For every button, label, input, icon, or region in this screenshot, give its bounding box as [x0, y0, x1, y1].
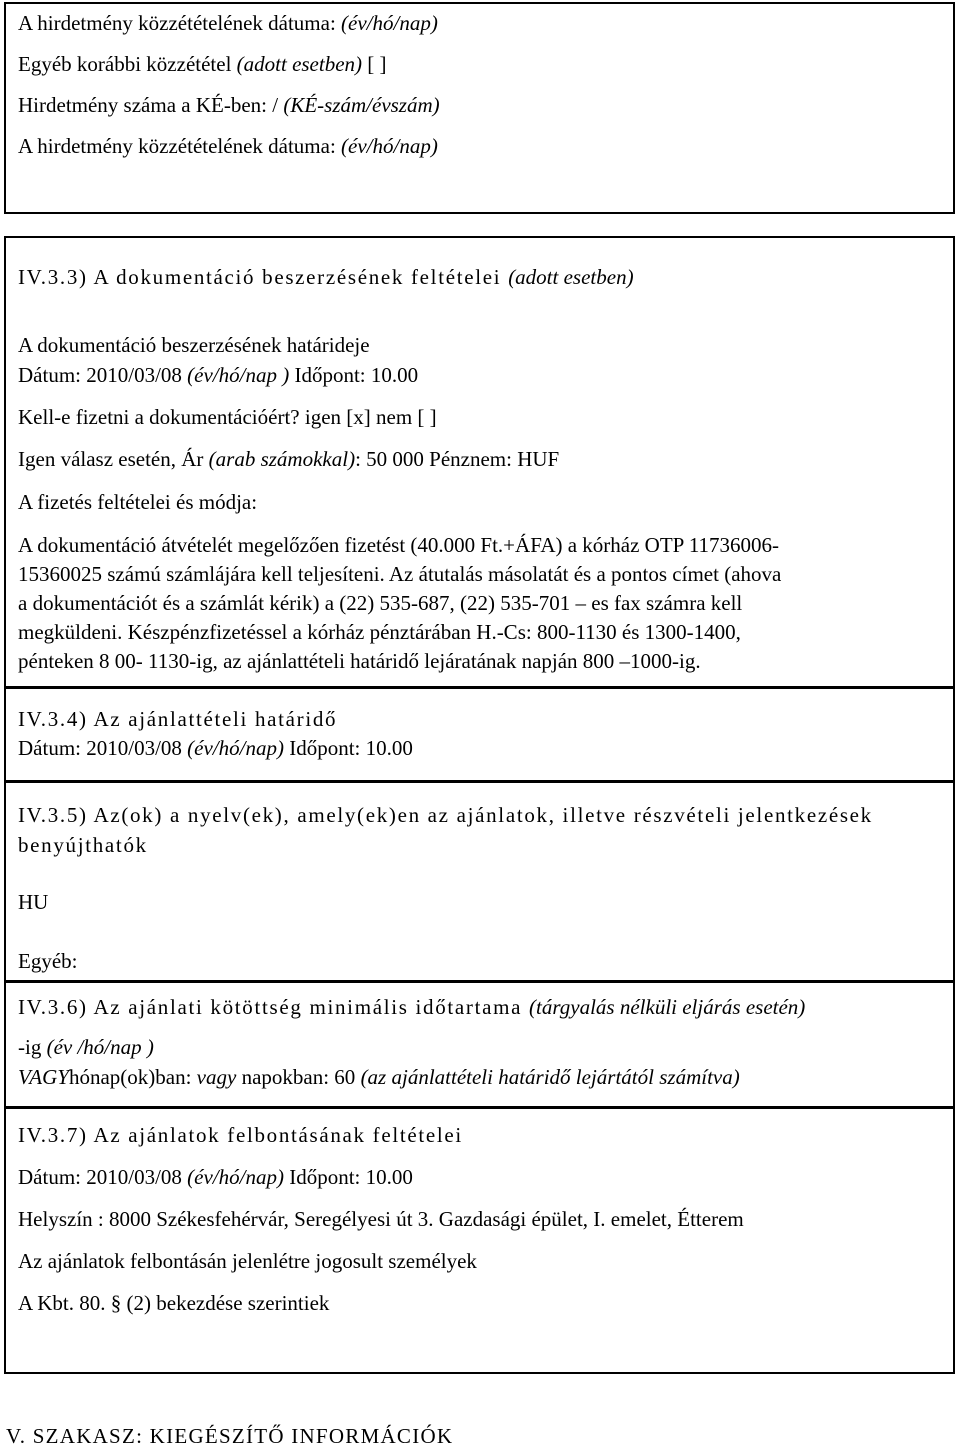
section-iv3-box: [4, 236, 955, 1374]
doc-deadline-label: A dokumentáció beszerzésének határideje: [18, 333, 370, 357]
section-iv36-heading: IV.3.6) Az ajánlati kötöttség minimális időtartama (tárgyalás nélküli eljárás esetén): [18, 995, 806, 1019]
section-divider: [6, 980, 953, 983]
section-iv35-heading-cont: benyújthatók: [18, 833, 148, 857]
payment-terms-line-2: 15360025 számú számlájára kell teljesíteni. Az átutalás másolatát és a pontos címet (ahova: [18, 562, 782, 586]
payment-terms-line-5: pénteken 8 00- 1130-ig, az ajánlattételi határidő lejáratának napján 800 –1000-ig.: [18, 649, 701, 673]
payment-terms-line-1: A dokumentáció átvételét megelőzően fizetést (40.000 Ft.+ÁFA) a kórház OTP 11736006-: [18, 533, 780, 557]
section-divider: [6, 780, 953, 783]
price-line: Igen válasz esetén, Ár (arab számokkal): 50 000 Pénznem: HUF: [18, 447, 560, 471]
opening-date: Dátum: 2010/03/08 (év/hó/nap) Időpont: 10.00: [18, 1165, 413, 1189]
doc-deadline-date: Dátum: 2010/03/08 (év/hó/nap ) Időpont: 10.00: [18, 363, 419, 387]
section-iv35-heading: IV.3.5) Az(ok) a nyelv(ek), amely(ek)en az ajánlatok, illetve részvételi jelentkezések: [18, 803, 873, 827]
validity-period-line: VAGYhónap(ok)ban: vagy napokban: 60 (az ajánlattételi határidő lejártától számítva): [18, 1065, 740, 1089]
section-iv34-heading: IV.3.4) Az ajánlattételi határidő: [18, 707, 338, 731]
payment-question: Kell-e fizetni a dokumentációért? igen [x] nem [ ]: [18, 405, 437, 429]
payment-terms-line-4: megküldeni. Készpénzfizetéssel a kórház pénztárában H.-Cs: 800-1130 és 1300-1400,: [18, 620, 741, 644]
publication-date-line-2: A hirdetmény közzétételének dátuma: (év/hó/nap): [18, 134, 438, 158]
other-language-label: Egyéb:: [18, 949, 78, 973]
tender-deadline-date: Dátum: 2010/03/08 (év/hó/nap) Időpont: 10.00: [18, 736, 413, 760]
section-iv37-heading: IV.3.7) Az ajánlatok felbontásának feltételei: [18, 1123, 463, 1147]
payment-terms-label: A fizetés feltételei és módja:: [18, 490, 258, 514]
opening-location: Helyszín : 8000 Székesfehérvár, Seregélyesi út 3. Gazdasági épület, I. emelet, Étterem: [18, 1207, 744, 1231]
section-divider: [6, 1106, 953, 1109]
publication-box: [4, 2, 955, 214]
section-divider: [6, 686, 953, 689]
opening-persons-label: Az ajánlatok felbontásán jelenlétre jogosult személyek: [18, 1249, 477, 1273]
publication-date-line: A hirdetmény közzétételének dátuma: (év/hó/nap): [18, 11, 438, 35]
notice-number-line: Hirdetmény száma a KÉ-ben: / (KÉ-szám/évszám): [18, 93, 440, 117]
section-iv33-heading: IV.3.3) A dokumentáció beszerzésének feltételei (adott esetben): [18, 265, 634, 289]
section-v-heading: V. SZAKASZ: KIEGÉSZÍTŐ INFORMÁCIÓK: [6, 1424, 454, 1448]
language-value: HU: [18, 890, 49, 914]
payment-terms-line-3: a dokumentációt és a számlát kérik) a (22) 535-687, (22) 535-701 – es fax számra kell: [18, 591, 743, 615]
validity-until-line: -ig (év /hó/nap ): [18, 1035, 154, 1059]
opening-persons-value: A Kbt. 80. § (2) bekezdése szerintiek: [18, 1291, 330, 1315]
other-publication-line: Egyéb korábbi közzététel (adott esetben) [ ]: [18, 52, 387, 76]
